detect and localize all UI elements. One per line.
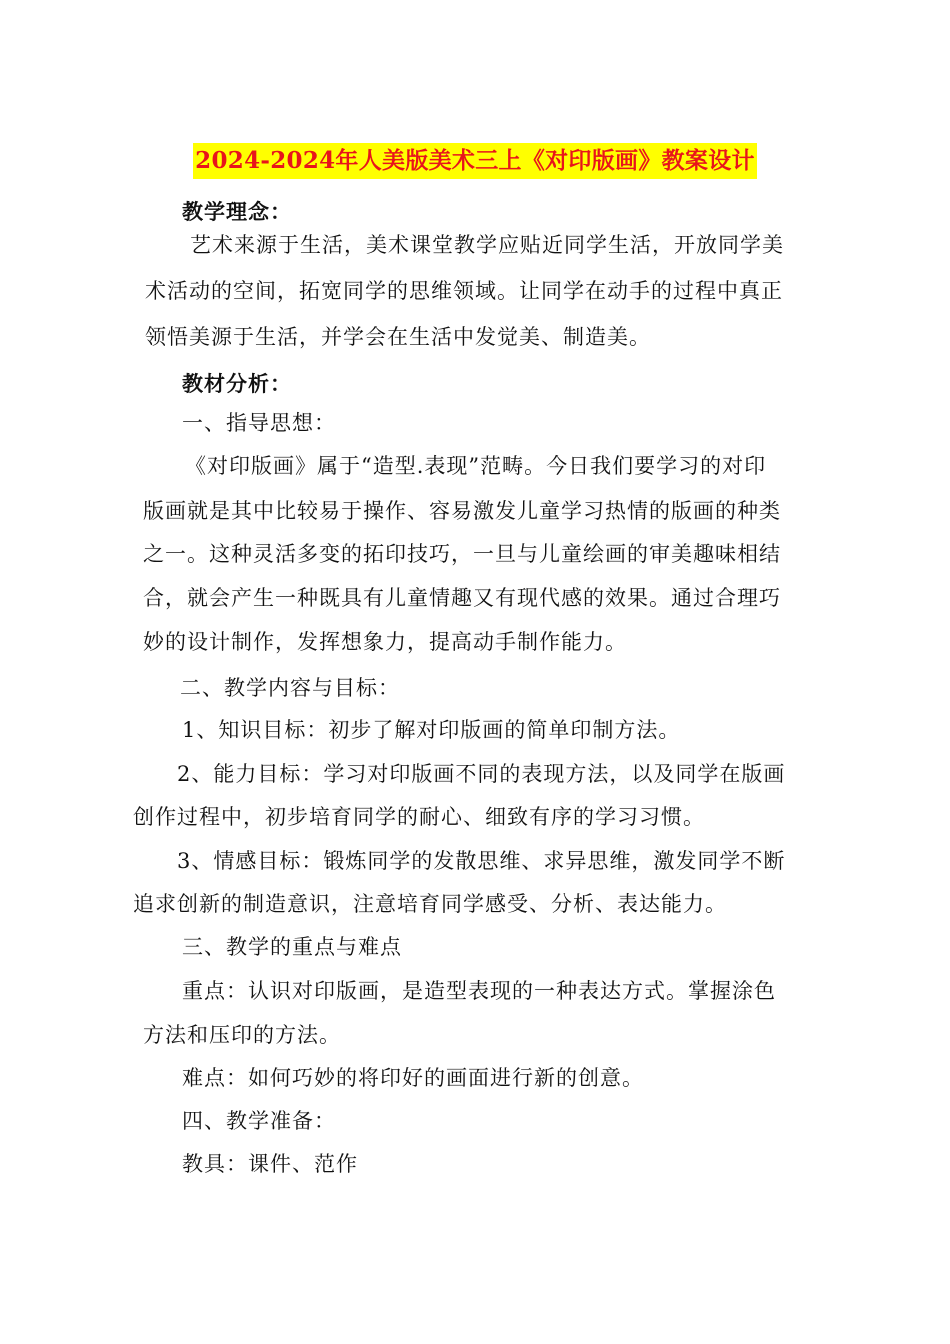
section-heading: 三、教学的重点与难点 (182, 935, 402, 959)
section-heading: 二、教学内容与目标： (180, 676, 400, 700)
section-heading: 一、指导思想： (182, 411, 336, 435)
heading-teaching-concept: 教学理念： (182, 199, 292, 224)
paragraph-line: 追求创新的制造意识，注意培育同学感受、分析、表达能力。 (133, 892, 727, 916)
heading-material-analysis: 教材分析： (182, 371, 292, 396)
paragraph-line: 领悟美源于生活，并学会在生活中发觉美、制造美。 (145, 325, 651, 349)
paragraph-line: 1、知识目标：初步了解对印版画的简单印制方法。 (182, 718, 681, 742)
paragraph-line: 版画就是其中比较易于操作、容易激发儿童学习热情的版画的种类 (143, 499, 781, 523)
paragraph-line: 《对印版画》属于“造型.表现”范畴。今日我们要学习的对印 (185, 454, 767, 478)
paragraph-line: 艺术来源于生活，美术课堂教学应贴近同学生活，开放同学美 (190, 233, 784, 257)
paragraph-line: 2、能力目标：学习对印版画不同的表现方法，以及同学在版画 (177, 762, 786, 786)
section-heading: 四、教学准备： (182, 1109, 336, 1133)
paragraph-line: 合，就会产生一种既具有儿童情趣又有现代感的效果。通过合理巧 (143, 586, 781, 610)
paragraph-line: 3、情感目标：锻炼同学的发散思维、求异思维，激发同学不断 (177, 849, 786, 873)
paragraph-line: 难点：如何巧妙的将印好的画面进行新的创意。 (182, 1066, 644, 1090)
paragraph-line: 教具：课件、范作 (182, 1152, 358, 1176)
title-wrap (0, 143, 950, 179)
paragraph-line: 之一。这种灵活多变的拓印技巧，一旦与儿童绘画的审美趣味相结 (143, 542, 781, 566)
paragraph-line: 方法和压印的方法。 (143, 1023, 341, 1047)
document-title: 2024-2024年人美版美术三上《对印版画》教案设计 (193, 143, 757, 179)
paragraph-line: 妙的设计制作，发挥想象力，提高动手制作能力。 (143, 630, 627, 654)
paragraph-line: 术活动的空间，拓宽同学的思维领域。让同学在动手的过程中真正 (145, 279, 783, 303)
paragraph-line: 创作过程中，初步培育同学的耐心、细致有序的学习习惯。 (133, 805, 705, 829)
paragraph-line: 重点：认识对印版画，是造型表现的一种表达方式。掌握涂色 (182, 979, 776, 1003)
